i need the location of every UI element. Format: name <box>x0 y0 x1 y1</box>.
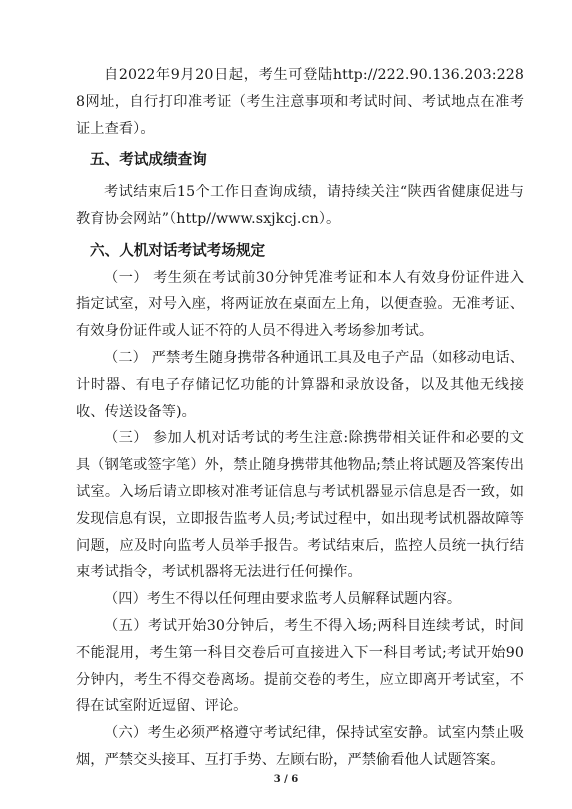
page-number: 3 / 6 <box>273 774 299 785</box>
paragraph-rule-1: （一） 考生须在考试前30分钟凭准考证和本人有效身份证件进入指定试室，对号入座，将两证放在桌面左上角，以便查验。无准考证、有效身份证件或人证不符的人员不得进入考场参加考试。 <box>76 269 524 340</box>
paragraph-rule-2: （二） 严禁考生随身携带各种通讯工具及电子产品（如移动电话、计时器、有电子存储记忆功能的计算器和录放设备，以及其他无线接收、传送设备等)。 <box>76 349 524 420</box>
paragraph-score-query: 考试结束后15个工作日查询成绩，请持续关注“陕西省健康促进与教育协会网站”（http//www.sxjkcj.cn）。 <box>76 184 524 227</box>
paragraph-rule-6: （六）考生必须严格遵守考试纪律，保持试室安静。试室内禁止吸烟，严禁交头接耳、互打手势、左顾右盼，严禁偷看他人试题答案。 <box>76 725 524 768</box>
heading-exam-rules: 六、人机对话考试考场规定 <box>90 241 266 259</box>
paragraph-admission-ticket: 自2022年9月20日起，考生可登陆http://222.90.136.203:2288网址，自行打印准考证（考生注意事项和考试时间、考试地点在准考证上查看）。 <box>76 67 524 137</box>
heading-score-query: 五、考试成绩查询 <box>90 151 207 169</box>
paragraph-rule-3: （三） 参加人机对话考试的考生注意:除携带相关证件和必要的文具（钢笔或签字笔）外，禁止随身携带其他物品;禁止将试题及答案传出试室。入场后请立即核对准考证信息与考试机器显示信息是否一致，如发现信息有误，立即报告监考人员;考试过程中，如出现考试机器故障等问题，应及时向监考人员举手报告。考试结束后，监控人员统一执行结束考试指令，考试机器将无法进行任何操作。 <box>76 430 524 581</box>
document-body <box>76 62 524 774</box>
paragraph-rule-4: （四）考生不得以任何理由要求监考人员解释试题内容。 <box>104 591 462 608</box>
paragraph-rule-5: （五）考试开始30分钟后，考生不得入场;两科目连续考试，时间不能混用，考生第一科目交卷后可直接进入下一科目考试;考试开始90分钟内，考生不得交卷离场。提前交卷的考生，应立即离开考试室，不得在试室附近逗留、评论。 <box>76 617 524 715</box>
